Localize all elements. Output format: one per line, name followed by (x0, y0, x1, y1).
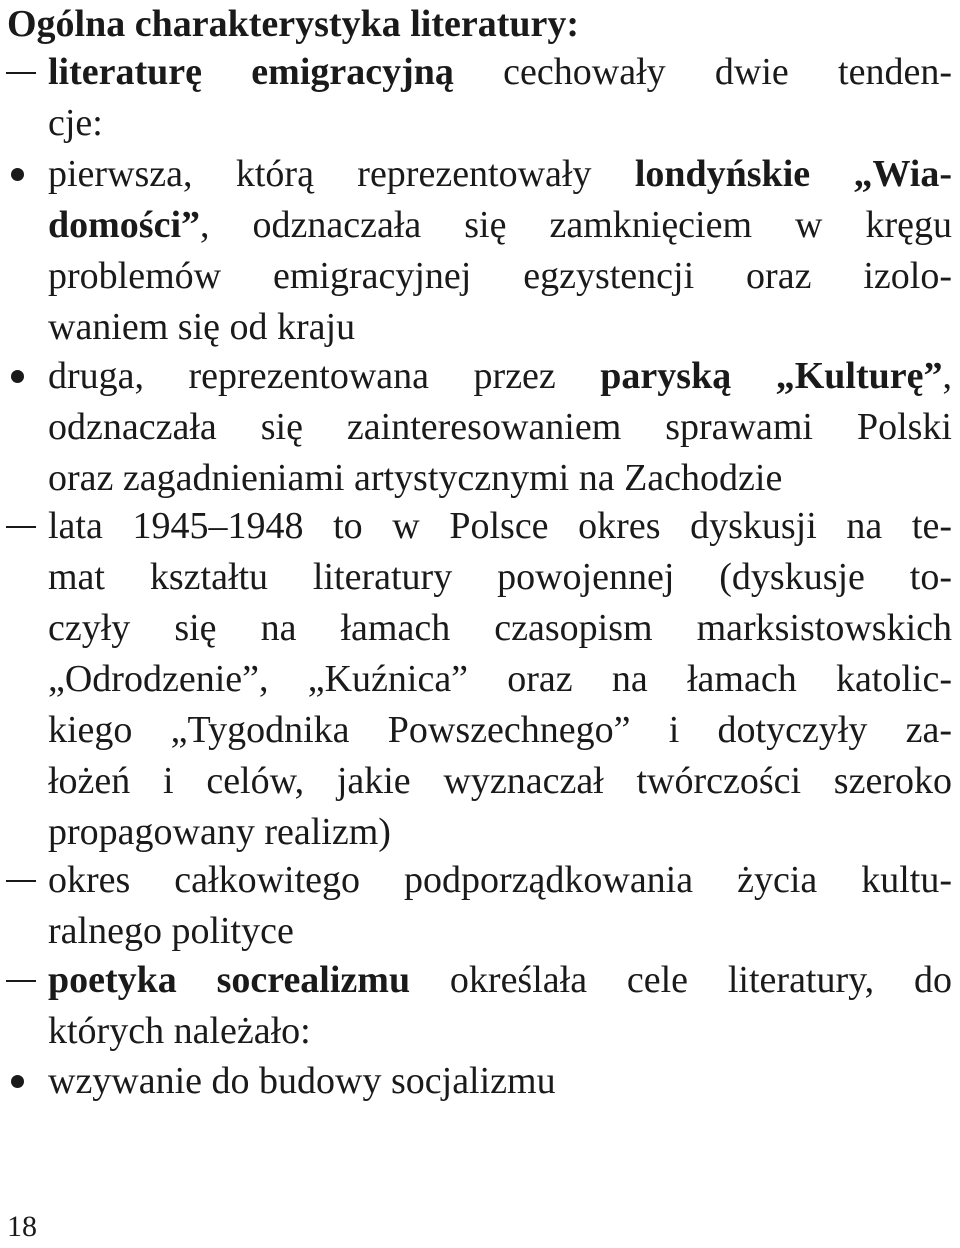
dash-marker (6, 880, 36, 882)
text-line: literaturę emigracyjną cechowały dwie tenden- (48, 51, 953, 93)
text-line: czyły się na łamach czasopism marksistowskich (48, 607, 952, 649)
bold-term: poetyka socrealizmu (48, 959, 411, 1001)
text-line: których należało: (48, 1010, 311, 1052)
text-line: okres całkowitego podporządkowania życia kultu- (48, 859, 952, 901)
text-line: ralnego polityce (48, 910, 294, 952)
text-line: poetyka socrealizmu określała cele literatury, do (48, 959, 952, 1001)
bold-term: literaturę emigracyjną (48, 51, 454, 93)
list-item (48, 955, 952, 1057)
text-line: cje: (48, 102, 103, 144)
dash-marker (6, 526, 36, 528)
list-item (48, 1056, 952, 1107)
list-item (48, 501, 952, 858)
dash-marker (6, 72, 36, 74)
bullet-marker (11, 168, 24, 181)
text-line: kiego „Tygodnika Powszechnego” i dotyczyły za- (48, 709, 952, 751)
text-line: problemów emigracyjnej egzystencji oraz izolo- (48, 255, 952, 297)
page-number: 18 (7, 1210, 37, 1243)
text-line: pierwsza, którą reprezentowały londyńskie „Wia- (48, 153, 952, 195)
text-line: propagowany realizm) (48, 811, 391, 853)
bold-term: londyńskie „Wia- (634, 153, 952, 195)
text-line: mat kształtu literatury powojennej (dyskusje to- (48, 556, 952, 598)
section-heading: Ogólna charakterystyka literatury: (7, 3, 580, 45)
list-item (48, 47, 952, 149)
dash-marker (6, 980, 36, 982)
text-line: łożeń i celów, jakie wyznaczał twórczości szeroko (48, 760, 952, 802)
text-line: lata 1945–1948 to w Polsce okres dyskusji na te- (48, 505, 952, 547)
text-line: oraz zagadnieniami artystycznymi na Zachodzie (48, 457, 783, 499)
list-item (48, 351, 952, 504)
bold-term: domości” (48, 204, 200, 246)
text-line: druga, reprezentowana przez paryską „Kulturę”, (48, 355, 952, 397)
text-line: „Odrodzenie”, „Kuźnica” oraz na łamach katolic- (48, 658, 952, 700)
list-item (48, 855, 952, 957)
text-line: domości”, odznaczała się zamknięciem w kręgu (48, 204, 952, 246)
text-line: wzywanie do budowy socjalizmu (48, 1060, 556, 1102)
bold-term: paryską „Kulturę” (600, 355, 943, 397)
bullet-marker (11, 1075, 24, 1088)
bullet-marker (11, 370, 24, 383)
list-item (48, 149, 952, 353)
text-line: waniem się od kraju (48, 306, 356, 348)
text-line: odznaczała się zainteresowaniem sprawami Polski (48, 406, 952, 448)
